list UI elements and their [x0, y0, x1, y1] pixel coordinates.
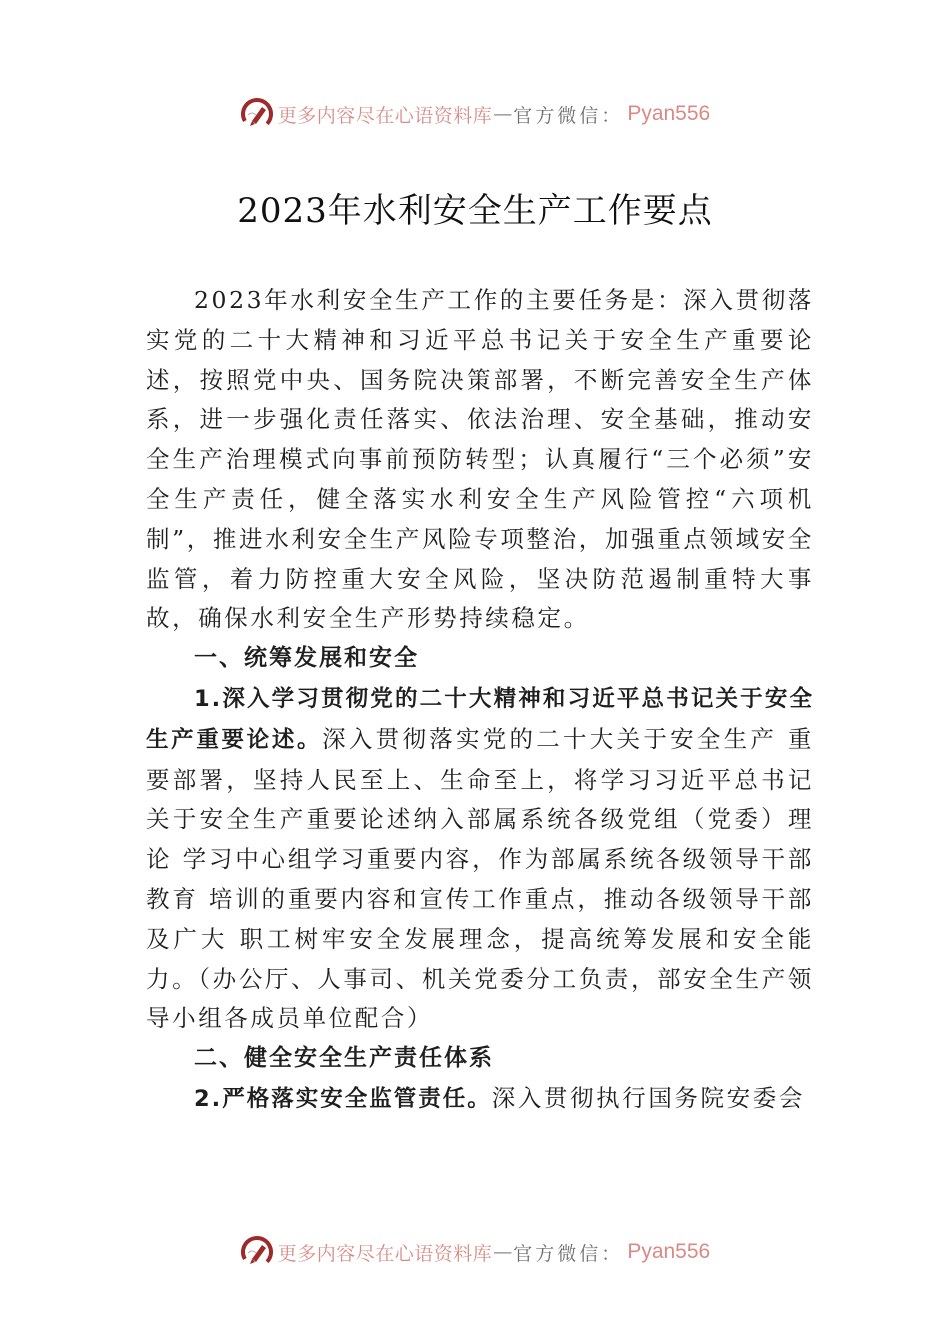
wechat-id: Pyan556 — [627, 102, 711, 125]
watermark-banner-top — [0, 94, 950, 134]
watermark-banner-bottom — [0, 1232, 950, 1272]
section-heading-1: 一、统筹发展和安全 — [194, 645, 419, 672]
wechat-label: 官方微信： — [513, 1242, 624, 1265]
section-1-item-1 — [146, 679, 814, 1039]
wechat-id: Pyan556 — [627, 1240, 711, 1263]
item-title: 1.深入学习贯彻党的二十大精神和习近平总书记关于安全生产重要论述。 — [146, 685, 814, 753]
promo-text: 更多内容尽在心语资料库 — [277, 1242, 493, 1265]
separator: — — [493, 1241, 513, 1263]
item-body: 深入贯彻执行国务院安委会 — [491, 1083, 805, 1112]
quill-pen-logo-icon — [240, 1235, 274, 1269]
quill-pen-logo-icon — [240, 97, 274, 131]
section-2-item-2 — [146, 1079, 814, 1120]
intro-paragraph: 2023年水利安全生产工作的主要任务是：深入贯彻落实党的二十大精神和习近平总书记关于安全生产重要论述，按照党中央、国务院决策部署，不断完善安全生产体系，进一步强化责任落实、依法治理、安全基础，推动安全生产治理模式向事前预防转型；认真履行“三个必须”安全生产责任，健全落实水利安全生产风险管控“六项机制”，推进水利安全生产风险专项整治，加强重点领域安全监管，着力防控重大安全风险，坚决防范遏制重特大事故，确保水利安全生产形势持续稳定。 — [146, 286, 814, 633]
promo-text: 更多内容尽在心语资料库 — [277, 104, 493, 127]
section-heading-2: 二、健全安全生产责任体系 — [194, 1045, 494, 1072]
document-body — [146, 281, 814, 1120]
separator: — — [493, 103, 513, 125]
item-title: 2.严格落实安全监管责任。 — [194, 1085, 492, 1112]
wechat-label: 官方微信： — [513, 104, 624, 127]
item-body: 深入贯彻落实党的二十大关于安全生产 重要部署，坚持人民至上、生命至上，将学习习近平总书记 关于安全生产重要论述纳入部属系统各级党组（党委）理论 学习中心组学习重要内容，作为部属系统各级领导干部教育 培训的重要内容和宣传工作重点，推动各级领导干部及广大 职工树牢安全发展理念，提高统筹发展和安全能力。（办公厅、人事司、机关党委分工负责，部安全生产领导小组各成员单位配合） — [146, 724, 814, 1033]
document-title: 2023年水利安全生产工作要点 — [237, 191, 713, 231]
